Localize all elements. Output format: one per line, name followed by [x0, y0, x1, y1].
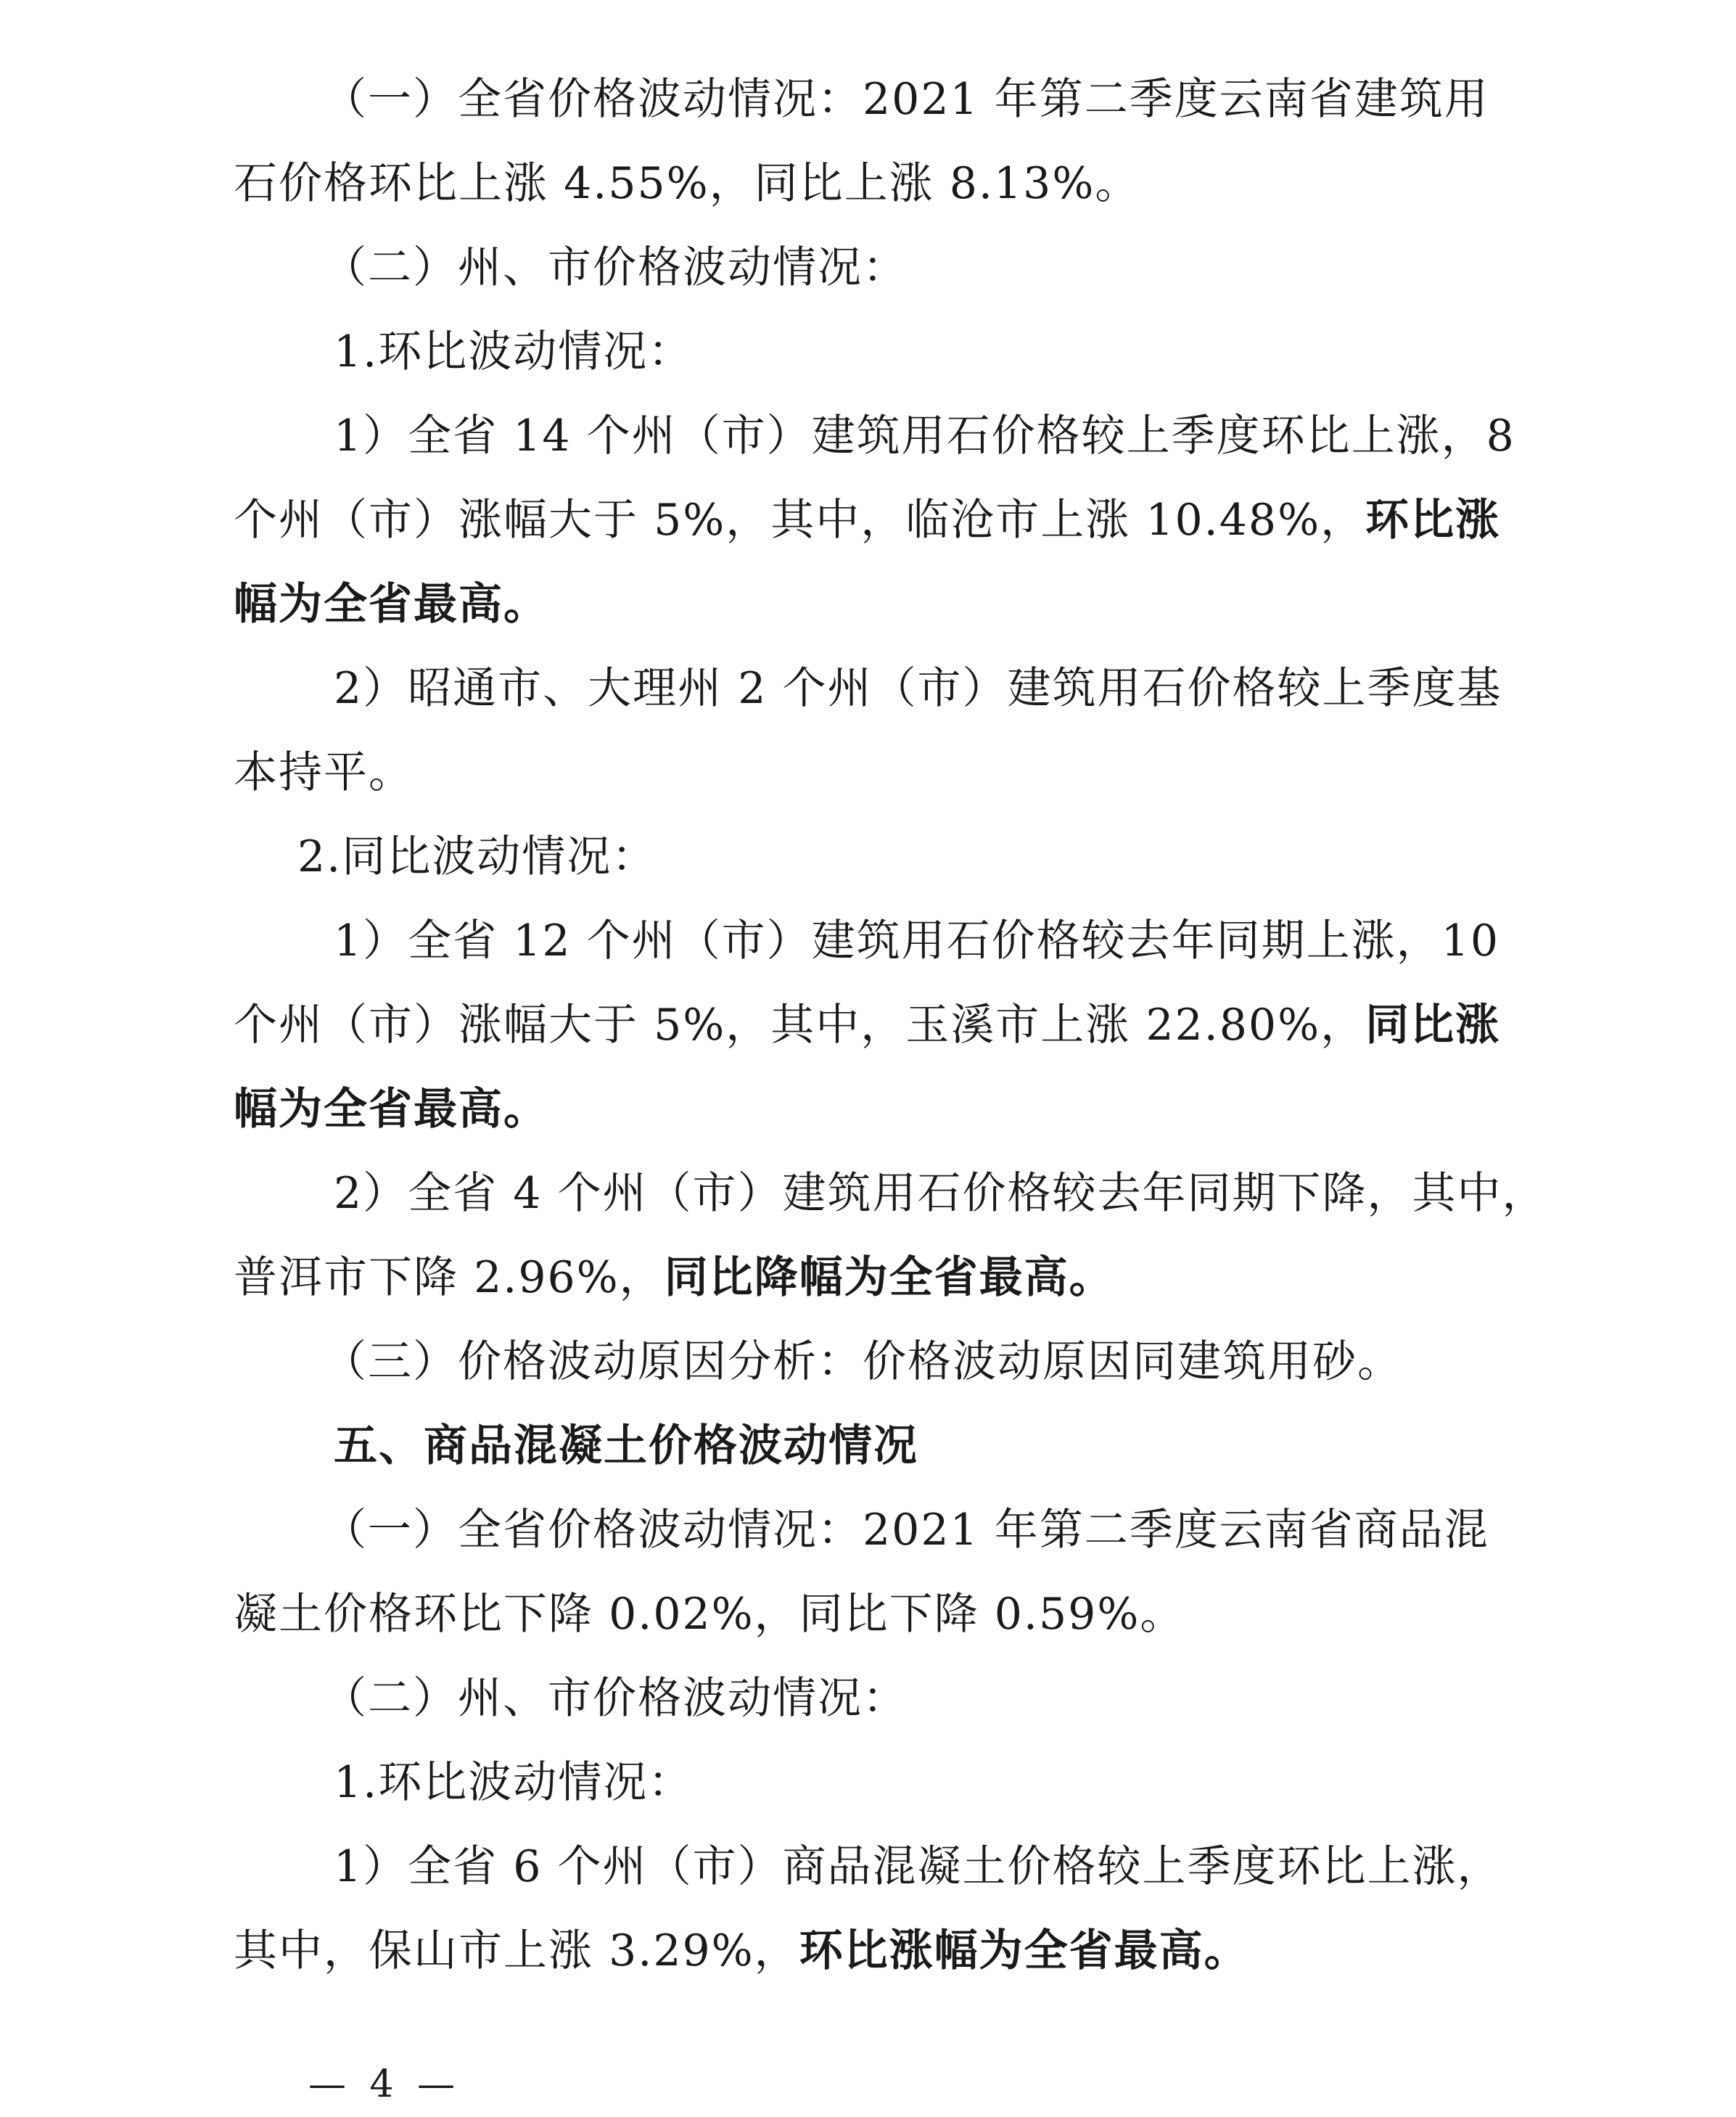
paragraph-line: [323, 1331, 1636, 1393]
line-text: 2.同比波动情况：: [297, 831, 657, 882]
paragraph-line: [323, 1499, 1636, 1561]
line-text: 1）全省 12 个州（市）建筑用石价格较去年同期上涨，10: [334, 916, 1500, 966]
line-text: 2）全省 4 个州（市）建筑用石价格较去年同期下降，其中，: [334, 1168, 1547, 1219]
line-bold-text: 环比涨幅为全省最高。: [799, 1925, 1249, 1976]
line-text: 1）全省 6 个州（市）商品混凝土价格较上季度环比上涨，: [334, 1841, 1502, 1892]
paragraph-line: [323, 237, 1636, 299]
line-text: （二）州、市价格波动情况：: [323, 1673, 908, 1724]
line-text: 本持平。: [234, 747, 414, 798]
paragraph-line: [234, 1920, 1547, 1982]
paragraph-line: [297, 826, 1610, 888]
line-bold-text: 幅为全省最高。: [234, 579, 548, 630]
section-heading: [334, 1415, 1647, 1477]
paragraph-line: [334, 405, 1647, 467]
paragraph-line: [334, 910, 1647, 972]
line-text: 个州（市）涨幅大于 5%，其中，临沧市上涨 10.48%，: [234, 495, 1366, 546]
line-text: 凝土价格环比下降 0.02%，同比下降 0.59%。: [234, 1589, 1185, 1640]
paragraph-line: [334, 1836, 1647, 1898]
paragraph-line: [334, 1751, 1647, 1814]
paragraph-line: [334, 1162, 1647, 1225]
paragraph-line: [234, 152, 1547, 215]
paragraph-line: [234, 994, 1547, 1056]
paragraph-line: [334, 321, 1647, 383]
line-text: 石价格环比上涨 4.55%，同比上涨 8.13%。: [234, 158, 1140, 209]
line-text: 1.环比波动情况：: [334, 1757, 694, 1808]
paragraph-line: [234, 1246, 1547, 1309]
line-text: （三）价格波动原因分析：价格波动原因同建筑用砂。: [323, 1336, 1402, 1387]
paragraph-line: [234, 1583, 1547, 1645]
paragraph-line: [234, 573, 1547, 636]
line-bold-text: 同比降幅为全省最高。: [664, 1252, 1114, 1303]
line-text: 个州（市）涨幅大于 5%，其中，玉溪市上涨 22.80%，: [234, 1000, 1366, 1051]
line-bold-text: 五、商品混凝土价格波动情况: [334, 1421, 918, 1471]
line-text: 2）昭通市、大理州 2 个州（市）建筑用石价格较上季度基: [334, 663, 1502, 714]
paragraph-line: [323, 68, 1636, 131]
line-bold-text: 同比涨: [1365, 1000, 1501, 1051]
line-bold-text: 环比涨: [1365, 495, 1501, 546]
page-number: — 4 —: [308, 2063, 461, 2106]
line-text: （一）全省价格波动情况：2021 年第二季度云南省建筑用: [323, 74, 1489, 125]
line-text: （二）州、市价格波动情况：: [323, 242, 908, 293]
paragraph-line: [323, 1667, 1636, 1730]
paragraph-line: [234, 489, 1547, 551]
line-text: （一）全省价格波动情况：2021 年第二季度云南省商品混: [323, 1505, 1489, 1555]
line-text: 1.环比波动情况：: [334, 326, 694, 377]
line-text: 其中，保山市上涨 3.29%，: [234, 1925, 799, 1976]
line-text: 普洱市下降 2.96%，: [234, 1252, 665, 1303]
line-text: 1）全省 14 个州（市）建筑用石价格较上季度环比上涨，8: [334, 411, 1515, 461]
line-bold-text: 幅为全省最高。: [234, 1084, 548, 1135]
paragraph-line: [334, 657, 1647, 720]
paragraph-line: [234, 741, 1547, 804]
paragraph-line: [234, 1078, 1547, 1140]
